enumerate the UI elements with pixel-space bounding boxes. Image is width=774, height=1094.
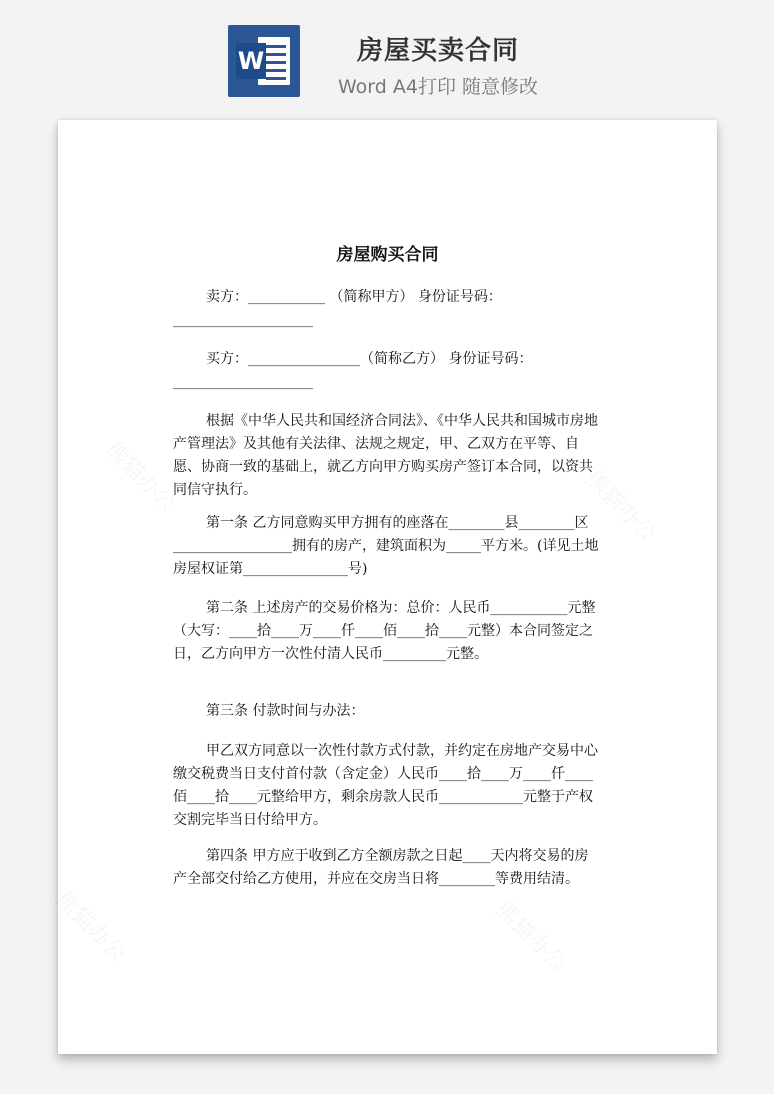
article-1 [173, 512, 601, 581]
article-2-text: 第二条 上述房产的交易价格为：总价：人民币___________元整（大写：____拾____万____仟____佰____拾____元整）本合同签定之日，乙方向甲方一次性付清人民币_________元整。 [173, 600, 596, 662]
word-icon [228, 25, 300, 97]
seller-id-blank: ____________________ [173, 312, 313, 328]
buyer-line: 买方：________________（简称乙方） 身份证号码： [206, 351, 533, 367]
watermark [490, 893, 574, 977]
article-3 [173, 700, 601, 723]
article-4 [173, 845, 601, 891]
document-page [58, 120, 717, 1054]
banner-title: 房屋买卖合同 [356, 36, 519, 66]
intro-paragraph [173, 410, 601, 502]
article-2 [173, 597, 601, 666]
article-3-body-text: 甲乙双方同意以一次性付款方式付款，并约定在房地产交易中心缴交税费当日支付首付款（含定金）人民币____拾____万____仟____佰____拾____元整给甲方，剩余房款人民币____________元整于产权交割完毕当日付给甲方。 [173, 743, 598, 828]
header-banner [0, 0, 774, 115]
article-1-text: 第一条 乙方同意购买甲方拥有的座落在________县________区_________________拥有的房产，建筑面积为_____平方米。(详见土地房屋权证第_______________号) [173, 515, 599, 577]
article-4-text: 第四条 甲方应于收到乙方全额房款之日起____天内将交易的房产全部交付给乙方使用，并应在交房当日将________等费用结清。 [173, 848, 589, 887]
article-3-body [173, 740, 601, 832]
document-title: 房屋购买合同 [336, 245, 439, 265]
seller-section [173, 286, 601, 332]
buyer-id-blank: ____________________ [173, 374, 313, 390]
intro-text: 根据《中华人民共和国经济合同法》、《中华人民共和国城市房地产管理法》及其他有关法律、法规之规定，甲、乙双方在平等、自愿、协商一致的基础上，就乙方向甲方购买房产签订本合同，以资共同信守执行。 [173, 413, 598, 498]
article-3-heading: 第三条 付款时间与办法： [206, 703, 365, 719]
watermark [50, 883, 134, 967]
seller-line: 卖方：___________ （简称甲方） 身份证号码： [206, 289, 502, 305]
banner-subtitle: Word A4打印 随意修改 [337, 76, 538, 98]
buyer-section [173, 348, 601, 394]
word-letter-badge: W [236, 43, 266, 79]
watermark [100, 433, 184, 517]
